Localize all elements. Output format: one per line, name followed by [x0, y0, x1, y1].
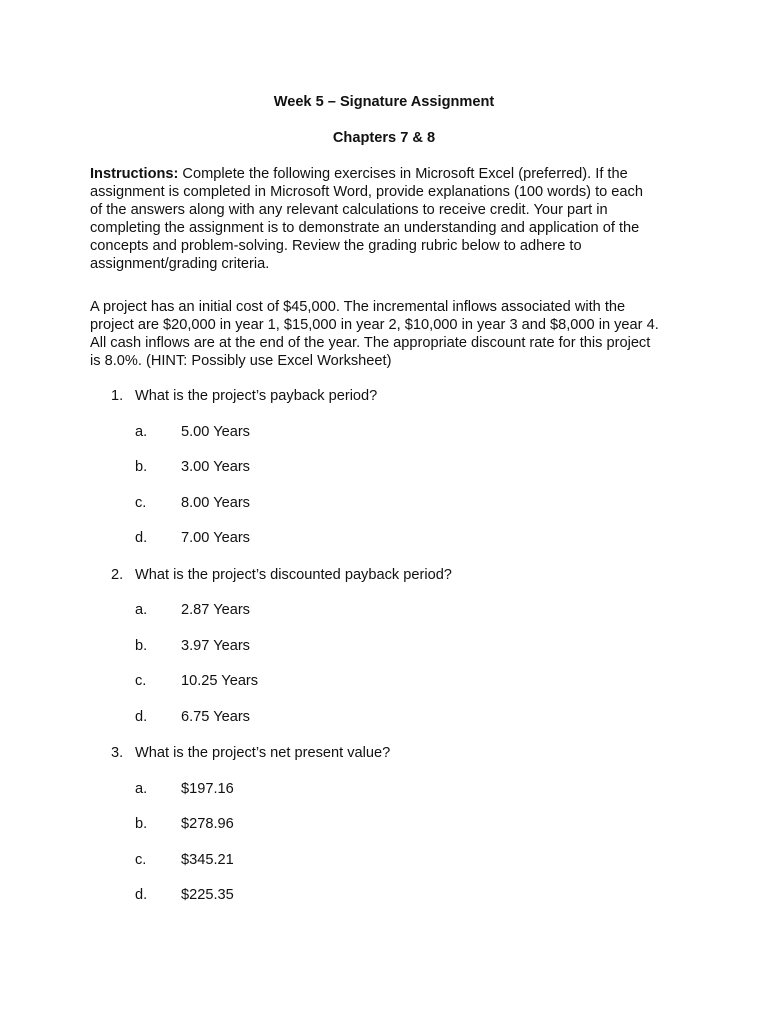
question-1-option-a — [135, 423, 250, 441]
question-3-option-a — [135, 780, 234, 798]
option-letter: a. — [135, 781, 148, 797]
document-title: Week 5 – Signature Assignment — [273, 94, 495, 110]
option-letter: a. — [135, 424, 148, 440]
option-text: $197.16 — [181, 781, 234, 797]
problem-line: All cash inflows are at the end of the year. The appropriate discount rate for this project — [90, 335, 651, 351]
question-3-option-c — [135, 851, 234, 869]
question-2-option-a — [135, 601, 250, 619]
option-letter: b. — [135, 459, 148, 475]
option-letter: d. — [135, 530, 148, 546]
question-number: 2. — [111, 567, 124, 583]
question-1-option-d — [135, 529, 250, 547]
instructions-line: concepts and problem-solving. Review the grading rubric below to adhere to — [90, 238, 582, 254]
option-letter: d. — [135, 709, 148, 725]
instructions-line: assignment/grading criteria. — [90, 256, 270, 272]
option-text: 2.87 Years — [181, 602, 250, 618]
option-text: $345.21 — [181, 852, 234, 868]
question-text: What is the project’s discounted payback period? — [135, 567, 452, 583]
problem-paragraph — [90, 298, 690, 370]
option-letter: b. — [135, 638, 148, 654]
option-text: 6.75 Years — [181, 709, 250, 725]
question-2-option-c — [135, 672, 258, 690]
option-text: 7.00 Years — [181, 530, 250, 546]
question-1 — [111, 387, 377, 405]
question-3-option-b — [135, 815, 234, 833]
question-3 — [111, 744, 390, 762]
instructions-text: Complete the following exercises in Microsoft Excel (preferred). If the — [178, 166, 628, 182]
question-number: 3. — [111, 745, 124, 761]
instructions-paragraph — [90, 165, 690, 273]
problem-line: A project has an initial cost of $45,000. The incremental inflows associated with the — [90, 299, 626, 315]
document-subtitle: Chapters 7 & 8 — [332, 130, 436, 146]
question-2-option-d — [135, 708, 250, 726]
instructions-line: completing the assignment is to demonstrate an understanding and application of the — [90, 220, 640, 236]
option-letter: c. — [135, 495, 147, 511]
option-letter: b. — [135, 816, 148, 832]
option-letter: c. — [135, 673, 147, 689]
option-text: 8.00 Years — [181, 495, 250, 511]
option-letter: c. — [135, 852, 147, 868]
option-text: $225.35 — [181, 887, 234, 903]
question-2 — [111, 566, 452, 584]
instructions-label: Instructions: — [90, 166, 179, 182]
instructions-line: of the answers along with any relevant calculations to receive credit. Your part in — [90, 202, 608, 218]
question-2-option-b — [135, 637, 250, 655]
instructions-line — [90, 165, 690, 183]
problem-line: is 8.0%. (HINT: Possibly use Excel Worksheet) — [90, 353, 392, 369]
instructions-line: assignment is completed in Microsoft Word, provide explanations (100 words) to each — [90, 184, 643, 200]
option-text: 3.00 Years — [181, 459, 250, 475]
question-3-option-d — [135, 886, 234, 904]
question-1-option-c — [135, 494, 250, 512]
option-text: $278.96 — [181, 816, 234, 832]
option-text: 3.97 Years — [181, 638, 250, 654]
option-letter: d. — [135, 887, 148, 903]
problem-line: project are $20,000 in year 1, $15,000 in year 2, $10,000 in year 3 and $8,000 in year 4. — [90, 317, 659, 333]
option-letter: a. — [135, 602, 148, 618]
question-text: What is the project’s net present value? — [135, 745, 391, 761]
option-text: 5.00 Years — [181, 424, 250, 440]
question-1-option-b — [135, 458, 250, 476]
question-text: What is the project’s payback period? — [135, 388, 378, 404]
option-text: 10.25 Years — [181, 673, 259, 689]
question-number: 1. — [111, 388, 124, 404]
